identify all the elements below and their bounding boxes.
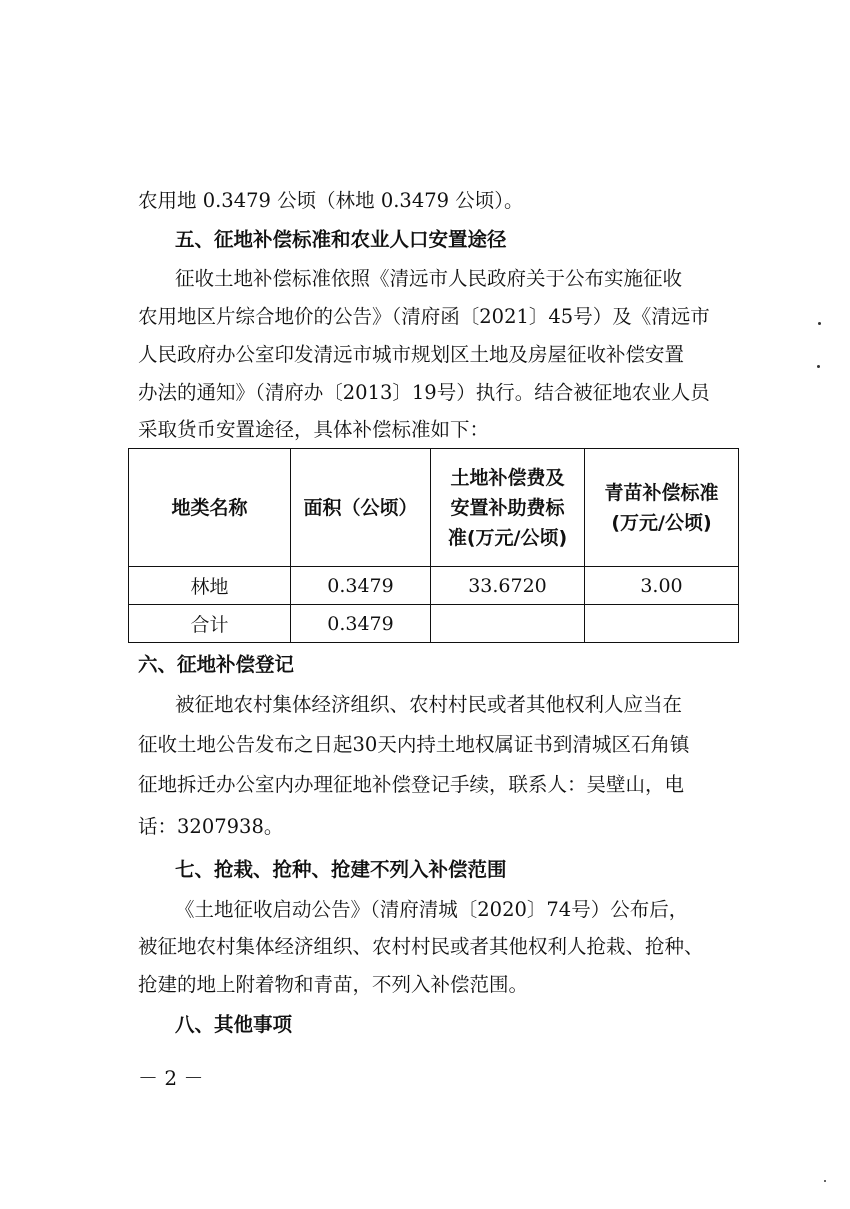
header-land-fee-line-1: 土地补偿费及 <box>450 466 565 489</box>
page-number: － 2 － <box>138 1066 204 1090</box>
cell-crop-fee <box>585 605 739 643</box>
table-header-row <box>129 449 739 567</box>
cell-land-type: 合计 <box>129 605 291 643</box>
scan-speck <box>818 322 821 325</box>
header-land-fee <box>431 449 585 567</box>
paragraph-line: 被征地农村集体经济组织、农村村民或者其他权利人应当在 <box>175 693 683 716</box>
compensation-table <box>128 448 739 643</box>
section-heading-8: 八、其他事项 <box>175 1013 293 1036</box>
paragraph-line: 人民政府办公室印发清远市城市规划区土地及房屋征收补偿安置 <box>138 343 685 366</box>
header-land-fee-line-3: 准(万元/公顷) <box>447 526 568 549</box>
header-crop-fee-line-2: (万元/公顷) <box>611 511 712 534</box>
table-row <box>129 605 739 643</box>
paragraph-line: 征地拆迁办公室内办理征地补偿登记手续，联系人：吴壁山，电 <box>138 773 685 796</box>
paragraph-line: 征收土地补偿标准依照《清远市人民政府关于公布实施征收 <box>175 267 683 290</box>
paragraph-line: 农用地 0.3479 公顷（林地 0.3479 公顷）。 <box>138 189 524 212</box>
header-area: 面积（公顷） <box>291 449 431 567</box>
header-land-fee-line-2: 安置补助费标 <box>450 496 565 519</box>
paragraph-line: 抢建的地上附着物和青苗，不列入补偿范围。 <box>138 973 529 996</box>
section-heading-6: 六、征地补偿登记 <box>138 653 295 676</box>
header-land-type: 地类名称 <box>129 449 291 567</box>
section-heading-5: 五、征地补偿标准和农业人口安置途径 <box>175 228 507 251</box>
cell-land-fee: 33.6720 <box>431 567 585 605</box>
table-row <box>129 567 739 605</box>
cell-land-fee <box>431 605 585 643</box>
scan-speck <box>824 1180 826 1182</box>
paragraph-line: 采取货币安置途径，具体补偿标准如下： <box>138 418 490 441</box>
paragraph-line: 《土地征收启动公告》（清府清城〔2020〕74号）公布后， <box>175 898 689 921</box>
paragraph-line: 办法的通知》（清府办〔2013〕19号）执行。结合被征地农业人员 <box>138 381 710 404</box>
cell-area: 0.3479 <box>291 605 431 643</box>
cell-land-type: 林地 <box>129 567 291 605</box>
section-heading-7: 七、抢栽、抢种、抢建不列入补偿范围 <box>175 858 507 881</box>
header-crop-fee-line-1: 青苗补偿标准 <box>604 481 719 504</box>
cell-area: 0.3479 <box>291 567 431 605</box>
header-crop-fee <box>585 449 739 567</box>
scan-speck <box>817 365 820 368</box>
paragraph-line: 农用地区片综合地价的公告》（清府函〔2021〕45号）及《清远市 <box>138 305 710 328</box>
paragraph-line: 话：3207938。 <box>138 815 284 838</box>
paragraph-line: 征收土地公告发布之日起30天内持土地权属证书到清城区石角镇 <box>138 733 690 756</box>
paragraph-line: 被征地农村集体经济组织、农村村民或者其他权利人抢栽、抢种、 <box>138 935 704 958</box>
cell-crop-fee: 3.00 <box>585 567 739 605</box>
